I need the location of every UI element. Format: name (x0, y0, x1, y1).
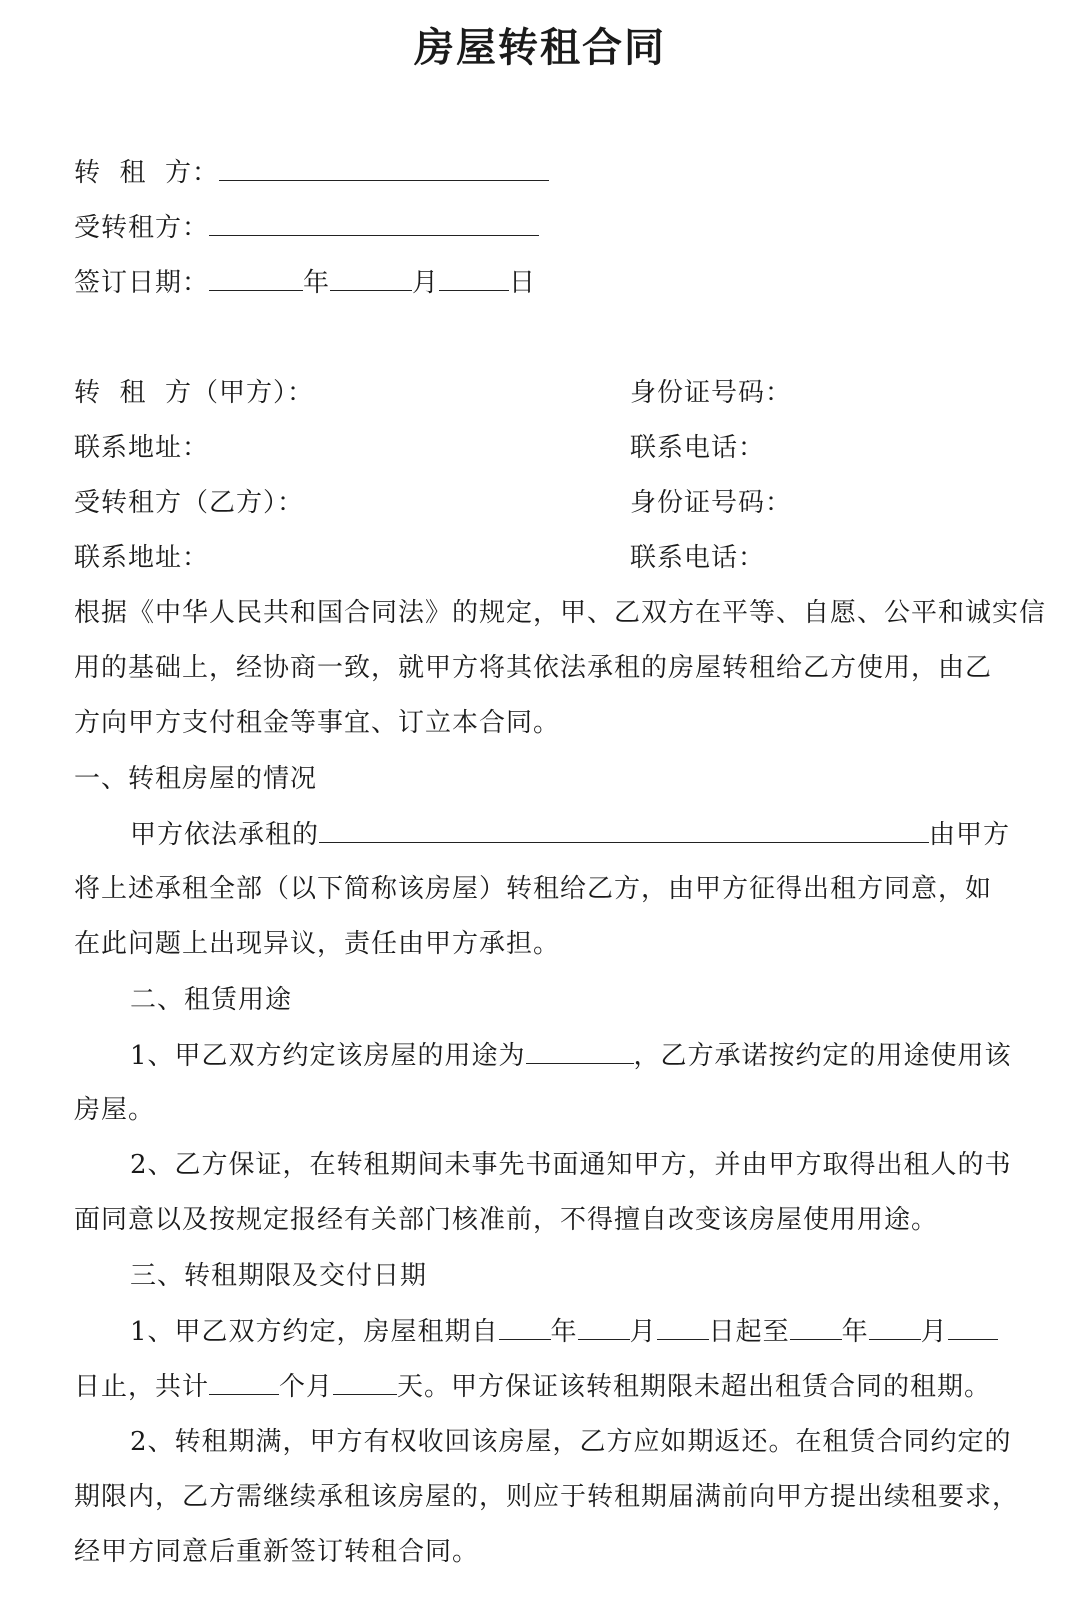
section2-item1-after: ，乙方承诺按约定的用途使用该 (633, 1041, 1012, 1071)
months-label: 个月 (279, 1372, 334, 1402)
sublessor-label: 转 租 方： (74, 158, 220, 188)
section1-line1-before: 甲方依法承租的 (130, 820, 320, 850)
start-month-blank (578, 1313, 630, 1340)
section3-item2-line2: 期限内，乙方需继续承租该房屋的，则应于转租期届满前向甲方提出续租要求， (74, 1482, 1020, 1512)
total-months-blank (209, 1368, 279, 1395)
section1-line1-after: 由甲方 (929, 820, 1011, 850)
end-month-label: 月 (920, 1317, 948, 1347)
sign-date-label: 签订日期： (74, 268, 210, 298)
subtenant-field (74, 209, 539, 246)
start-year-blank (499, 1313, 551, 1340)
intro-line-1: 根据《中华人民共和国合同法》的规定，甲、乙双方在平等、自愿、公平和诚实信 (74, 598, 1047, 628)
intro-line-3: 方向甲方支付租金等事宜、订立本合同。 (74, 708, 561, 738)
section3-heading: 三、转租期限及交付日期 (130, 1261, 428, 1291)
term-end-label: 日止，共计 (74, 1372, 210, 1402)
end-day-blank (948, 1313, 998, 1340)
section2-heading: 二、租赁用途 (130, 985, 293, 1015)
party-b-label: 受转租方（乙方）： (74, 488, 305, 518)
section3-item1-line1 (130, 1313, 998, 1350)
section1-line-2: 将上述承租全部（以下简称该房屋）转租给乙方，由甲方征得出租方同意，如 (74, 874, 993, 904)
sign-year-label: 年 (303, 268, 331, 298)
section1-line-3: 在此问题上出现异议，责任由甲方承担。 (74, 929, 561, 959)
property-address-blank (319, 816, 929, 843)
start-year-label: 年 (550, 1317, 578, 1347)
total-days-blank (333, 1368, 397, 1395)
sublessor-blank (219, 154, 549, 181)
sign-month-blank (330, 264, 412, 291)
start-day-blank (657, 1313, 709, 1340)
sign-day-label: 日 (509, 268, 537, 298)
term-start-label: 1、甲乙双方约定，房屋租期自 (130, 1317, 499, 1347)
party-a-address-label: 联系地址： (74, 433, 210, 463)
intro-line-2: 用的基础上，经协商一致，就甲方将其依法承租的房屋转租给乙方使用，由乙 (74, 653, 993, 683)
section2-item1-line1 (130, 1037, 1012, 1074)
section3-item2-line3: 经甲方同意后重新签订转租合同。 (74, 1537, 480, 1567)
section1-line-1 (130, 816, 1010, 853)
party-b-phone-label: 联系电话： (630, 543, 766, 573)
section3-item1-line2 (74, 1368, 991, 1405)
section2-item2-line2: 面同意以及按规定报经有关部门核准前，不得擅自改变该房屋使用用途。 (74, 1205, 939, 1235)
section2-item2-line1: 2、乙方保证，在转租期间未事先书面通知甲方，并由甲方取得出租人的书 (130, 1150, 1012, 1180)
page-title: 房屋转租合同 (414, 25, 666, 71)
start-month-label: 月 (629, 1317, 657, 1347)
sign-year-blank (209, 264, 303, 291)
subtenant-blank (209, 209, 539, 236)
days-tail-text: 天。甲方保证该转租期限未超出租赁合同的租期。 (397, 1372, 992, 1402)
sublessor-field (74, 154, 549, 191)
subtenant-label: 受转租方： (74, 213, 210, 243)
party-a-label: 转 租 方（甲方）： (74, 378, 315, 408)
sign-day-blank (439, 264, 509, 291)
end-year-label: 年 (841, 1317, 869, 1347)
party-b-address-label: 联系地址： (74, 543, 210, 573)
section2-item1-before: 1、甲乙双方约定该房屋的用途为 (130, 1041, 526, 1071)
start-day-label: 日起至 (708, 1317, 790, 1347)
section3-item2-line1: 2、转租期满，甲方有权收回该房屋，乙方应如期返还。在租赁合同约定的 (130, 1427, 1012, 1457)
party-a-phone-label: 联系电话： (630, 433, 766, 463)
party-b-id-label: 身份证号码： (630, 488, 793, 518)
sign-month-label: 月 (412, 268, 440, 298)
section1-heading: 一、转租房屋的情况 (74, 764, 318, 794)
usage-blank (526, 1037, 634, 1064)
section2-item1-line2: 房屋。 (74, 1095, 156, 1125)
end-month-blank (869, 1313, 921, 1340)
party-a-id-label: 身份证号码： (630, 378, 793, 408)
end-year-blank (790, 1313, 842, 1340)
sign-date-field (74, 264, 536, 301)
